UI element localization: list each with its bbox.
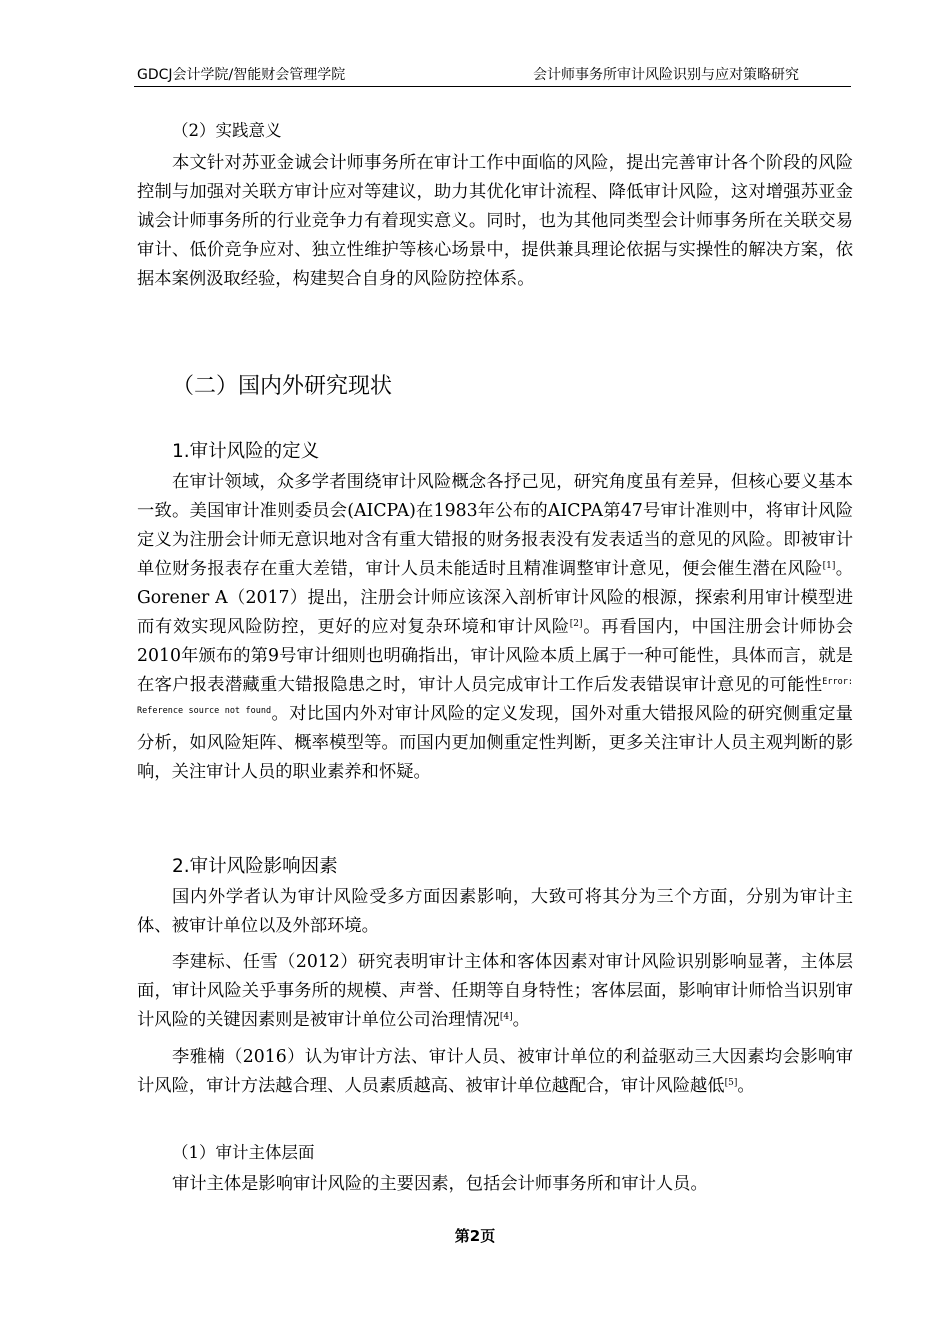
factors-text-2: 李建标、任雪（2012）研究表明审计主体和客体因素对审计风险识别影响显著，主体层面，审计风险关乎事务所的规模、声誉、任期等自身特性；客体层面，影响审计师恰当识别审计风险的关键因素则是被审计单位公司治理情况 — [137, 952, 853, 1030]
citation-2: [2] — [569, 619, 583, 629]
practice-paragraph: 本文针对苏亚金诚会计师事务所在审计工作中面临的风险，提出完善审计各个阶段的风险控制与加强对关联方审计应对等建议，助力其优化审计流程、降低审计风险，这对增强苏亚金诚会计师事务所的行业竞争力有着现实意义。同时，也为其他同类型会计师事务所在关联交易审计、低价竞争应对、独立性维护等核心场景中，提供兼具理论依据与实操性的解决方案，依据本案例汲取经验，构建契合自身的风险防控体系。 — [137, 153, 853, 289]
section-heading: （二）国内外研究现状 — [172, 374, 393, 399]
header-left: GDCJ会计学院/智能财会管理学院 — [137, 67, 346, 83]
subsection-1-title: 1.审计风险的定义 — [172, 441, 320, 462]
audit-subject-paragraph: 审计主体是影响审计风险的主要因素，包括会计师事务所和审计人员。 — [172, 1174, 708, 1194]
definition-text-c: 。再看国内，中国注册会计师协会2010年颁布的第9号审计细则也明确指出，审计风险本质上属于一种可能性，具体而言，就是在客户报表潜藏重大错报隐患之时，审计人员完成审计工作后发表错误审计意见的可能性 — [137, 617, 853, 695]
header-rule — [134, 86, 851, 87]
definition-text-d: 。对比国内外对审计风险的定义发现，国外对重大错报风险的研究侧重定量分析，如风险矩阵、概率模型等。而国内更加侧重定性判断，更多关注审计人员主观判断的影响，关注审计人员的职业素养和怀疑。 — [137, 704, 853, 782]
factors-paragraph-2 — [137, 948, 853, 1035]
practice-subtitle: （2）实践意义 — [172, 121, 282, 140]
factors-text-3: 李雅楠（2016）认为审计方法、审计人员、被审计单位的利益驱动三大因素均会影响审计风险，审计方法越合理、人员素质越高、被审计单位越配合，审计风险越低 — [137, 1047, 853, 1096]
factors-text-3-end: 。 — [737, 1076, 755, 1096]
definition-paragraph — [137, 468, 853, 787]
factors-paragraph-1: 国内外学者认为审计风险受多方面因素影响，大致可将其分为三个方面，分别为审计主体、被审计单位以及外部环境。 — [137, 887, 853, 936]
page-number: 第2页 — [454, 1227, 496, 1245]
factors-text-2-end: 。 — [512, 1010, 530, 1030]
definition-text-b: 。Gorener A（2017）提出，注册会计师应该深入剖析审计风险的根源，探索利用审计模型进而有效实现风险防控，更好的应对复杂环境和审计风险 — [137, 559, 853, 637]
header-right: 会计师事务所审计风险识别与应对策略研究 — [533, 67, 799, 83]
citation-5: [5] — [724, 1078, 738, 1088]
factors-paragraph-3 — [137, 1043, 853, 1101]
reference-error: Error: Reference source not found — [137, 677, 853, 716]
subsection-2-title: 2.审计风险影响因素 — [172, 856, 338, 877]
audit-subject-subtitle: （1）审计主体层面 — [172, 1143, 315, 1162]
definition-text-a: 在审计领域，众多学者围绕审计风险概念各抒己见，研究角度虽有差异，但核心要义基本一致。美国审计准则委员会(AICPA)在1983年公布的AICPA第47号审计准则中，将审计风险定义为注册会计师无意识地对含有重大错报的财务报表没有发表适当的意见的风险。即被审计单位财务报表存在重大差错，审计人员未能适时且精准调整审计意见，便会催生潜在风险 — [137, 472, 853, 579]
citation-4: [4] — [499, 1012, 513, 1022]
citation-1: [1] — [822, 561, 836, 571]
